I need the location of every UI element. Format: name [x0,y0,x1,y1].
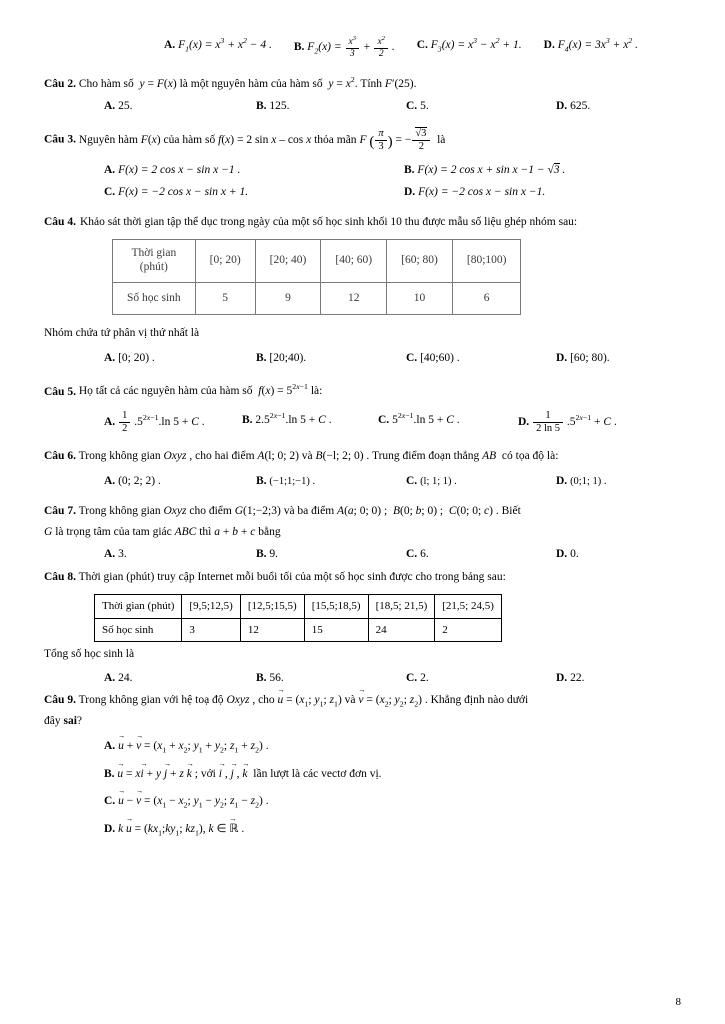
question-8-table [94,594,502,642]
q9-line2-bold: sai [63,714,77,727]
q5-option-c-label: C. [378,413,390,426]
q8-option-a-label: A. [104,671,116,684]
q6-option-a-label: A. [104,475,116,488]
q4-table-cell: [20; 40) [255,240,321,283]
q5-option-b-label: B. [242,413,253,426]
q7-option-d-label: D. [556,547,568,560]
q4-option-c-label: C. [406,352,418,365]
question-8-label: Câu 8. [44,571,76,584]
q6-option-c-text: (l; 1; 1) . [420,476,457,488]
q4-option-b-text: [20;40). [269,352,307,365]
q1-option-d [544,35,638,60]
q9-option-d [104,821,681,839]
q4-option-c [406,350,556,367]
q6-option-b-text: (−1;1;−1) . [269,476,316,488]
q4-table-cell: 10 [387,282,453,314]
q4-table-row1-header: Thời gian (phút) [113,240,196,283]
question-5 [44,382,681,401]
question-5-text: Họ tất cả các nguyên hàm của hàm số $f(x) = 5^{2x-1}$ là: [78,382,323,398]
q2-option-d-label: D. [556,100,568,113]
q8-table-cell: [12,5;15,5) [240,595,304,619]
q2-option-c-label: C. [406,100,418,113]
q5-option-a-label: A. [104,415,116,428]
q5-option-d: D. $\frac{1}{2 \ln 5}$ $.5^{2x-1} + C$ . [518,409,617,434]
question-7 [44,503,681,520]
q5-option-c [378,410,518,435]
q2-option-c [406,98,556,115]
q1-option-d-text: $F_4(x) = 3x^3 + x^2$ . [557,36,639,54]
q8-table-cell: [18,5; 21,5) [368,595,435,619]
q8-option-b [256,670,406,687]
q4-table-cell: 6 [452,282,521,314]
q8-option-a-text: 24. [118,671,133,684]
q6-option-d [556,473,607,490]
q9-option-b [104,766,681,783]
q2-option-d [556,98,590,115]
q4-option-a-text: [0; 20) . [118,352,155,365]
q3-option-a [104,162,404,179]
q3-option-c-text: F(x) = −2 cos x − sin x + 1. [118,185,249,198]
question-7-options [104,546,681,563]
table-row [113,282,521,314]
q3-option-b-text: F(x) = 2 cos x + sin x −1 − √3 . [417,163,566,176]
question-1-options [164,35,681,60]
q8-table-row1-header: Thời gian (phút) [95,595,182,619]
question-8-options [104,670,681,687]
question-4-text: Khảo sát thời gian tập thể dục trong ngày của một số học sinh khối 10 thu được mẫu số liệu ghép nhóm sau: [79,216,578,229]
question-9-text-line1: Trong không gian với hệ toạ độ Oxyz , cho u → = ($x_1$; $y_1$; $z_1$) và v → = ($x_2$; $y_2$; $z_2$) . Khẳng định nào dưới [79,694,529,706]
q8-option-b-text: 56. [269,671,284,684]
q4-option-b [256,350,406,367]
q7-option-c-label: C. [406,547,418,560]
q7-option-d-text: 0. [570,547,579,560]
question-4-followup: Nhóm chứa tứ phân vị thứ nhất là [44,327,200,340]
question-7-text-line1: Trong không gian Oxyz cho điểm G(1;−2;3) và ba điểm A(a; 0; 0) ; B(0; b; 0) ; C(0; 0; c) . Biết [78,505,521,518]
q2-option-b-text: 125. [269,100,290,113]
q2-option-a [104,98,256,115]
q8-table-cell: 3 [182,618,240,642]
q5-option-c-text: $5^{2x-1}.\ln$ 5 + C . [392,410,460,426]
q1-option-c-label: C. [416,38,428,51]
q8-table-cell: [15,5;18,5) [304,595,368,619]
q4-table-cell: 9 [255,282,321,314]
q1-option-b-label: B. [293,41,305,54]
q8-table-cell: [9,5;12,5) [182,595,240,619]
q5-option-b [242,410,378,435]
q8-table-row2-header: Số học sinh [95,618,182,642]
q8-table-cell: 15 [304,618,368,642]
q7-option-b [256,546,406,563]
q4-table-cell: [40; 60) [321,240,387,283]
question-8-text: Thời gian (phút) truy cập Internet mỗi buổi tối của một số học sinh được cho trong bảng sau: [78,571,506,584]
q8-option-c-text: 2. [420,671,429,684]
q6-option-d-text: (0;1; 1) . [570,476,607,488]
question-6-text: Trong không gian Oxyz , cho hai điểm A(l; 0; 2) và B(−l; 2; 0) . Trung điểm đoạn thẳng AB có tọa độ là: [78,449,559,462]
q4-table-cell: [60; 80) [387,240,453,283]
q5-option-d-text: $.5^{2x-1} + C$ . [566,413,617,428]
table-row [113,240,521,283]
q6-option-b-label: B. [256,475,267,488]
question-7-text-line2: G là trọng tâm của tam giác ABC thì a + b + c bằng [44,525,281,538]
q9-option-d-label: D. [104,823,116,836]
q9-option-a-label: A. [104,740,116,753]
q5-option-a-text: $.5^{2x-1}.\ln$ 5 + C . [134,413,205,428]
question-5-options [104,410,681,435]
question-3 [44,127,681,153]
q8-option-b-label: B. [256,671,267,684]
q6-option-c-label: C. [406,475,418,488]
q2-option-d-text: 625. [570,100,591,113]
question-3-label: Câu 3. [44,134,76,147]
q7-option-b-text: 9. [269,547,279,560]
question-6-label: Câu 6. [44,449,76,462]
q8-option-d-label: D. [556,671,568,684]
q9-option-b-label: B. [104,768,115,781]
q8-option-d-text: 22. [570,671,585,684]
q4-table-row2-header: Số học sinh [113,282,196,314]
q2-option-b-label: B. [256,100,267,113]
q3-option-d [404,184,545,201]
q4-table-cell: [80;100) [452,240,521,283]
q3-option-b-label: B. [404,163,415,176]
question-4-table [112,239,521,315]
q6-option-b [256,473,406,490]
q1-option-b-text: $F_2(x)$ = $\frac{x^3}{3}$ + $\frac{x^2}{2}$ . [307,35,395,60]
question-3-options-row2 [104,184,681,201]
q7-option-a-text: 3. [118,547,127,560]
q8-table-cell: 2 [435,618,502,642]
q9-option-c-text: u → − v → = ($x_1 - x_2$; $y_1 - y_2$; $z_1 - z_2$) . [118,795,269,807]
q1-option-a-text: $F_1(x) = x^3 + x^2 - 4$ . [178,36,272,54]
q9-line2-pre: đây [44,714,64,727]
q9-option-c [104,793,681,811]
question-9 [44,692,681,710]
q5-option-d-label: D. [518,415,530,428]
q1-option-a-label: A. [164,38,176,51]
q2-option-a-text: 25. [118,100,133,113]
q3-option-c-label: C. [104,185,116,198]
question-3-options-row1 [104,162,681,179]
question-6 [44,448,681,465]
table-row [95,595,502,619]
question-4 [44,214,681,231]
question-3-text: Nguyên hàm F(x) của hàm số f(x) = 2 sin x – cos x thỏa mãn F ( $\frac{\pi}{3}$ ) = − $\frac{√3}{2}$ là [78,127,446,153]
q7-option-a-label: A. [104,547,116,560]
q7-option-a [104,546,256,563]
q1-option-a [164,35,272,60]
question-2-text: Cho hàm số y = F(x) là một nguyên hàm của hàm số $y = x^2$. Tính F′(25). [78,75,417,90]
q4-option-a-label: A. [104,352,116,365]
q4-option-d [556,350,610,367]
q9-option-d-text: k u → = ($kx_1;ky_1$; $kz_1$), k ∈ ℝ → . [118,823,244,835]
q4-option-d-text: [60; 80). [570,352,610,365]
question-9-text-line2 [44,713,681,730]
q8-table-cell: 24 [368,618,435,642]
q3-option-a-label: A. [104,163,116,176]
q8-option-d [556,670,584,687]
question-8 [44,569,681,586]
q5-option-a: A. $\frac{1}{2}$ $.5^{2x-1}.\ln$ 5 + C . [104,409,205,434]
q6-option-c [406,473,556,490]
q4-table-cell: 12 [321,282,387,314]
q5-option-b-text: $2.5^{2x-1}.\ln$ 5 + C . [255,410,332,426]
q9-option-a-text: u → + v → = ($x_1 + x_2$; $y_1 + y_2$; $z_1 + z_2$) . [118,740,269,752]
q1-option-c-text: $F_3(x) = x^3 - x^2 + 1$. [430,36,522,54]
q8-table-cell: 12 [240,618,304,642]
q8-option-c [406,670,556,687]
q4-table-cell: [0; 20) [195,240,255,283]
q3-option-c [104,184,404,201]
q2-option-a-label: A. [104,100,116,113]
question-5-label: Câu 5. [44,385,76,398]
question-6-options [104,473,681,490]
q7-option-c [406,546,556,563]
q4-option-b-label: B. [256,352,267,365]
question-8-followup: Tổng số học sinh là [44,648,135,661]
question-2 [44,74,681,93]
q9-option-b-text: u → = xi → + y j → + z k → ; với i → , j → , k → lần lượt là các vectơ đơn vị. [117,768,381,780]
q4-option-c-text: [40;60) . [420,352,460,365]
q1-option-b [294,35,395,60]
table-row [95,618,502,642]
q8-option-c-label: C. [406,671,418,684]
q9-option-c-label: C. [104,795,116,808]
question-9-label: Câu 9. [44,693,76,706]
q6-option-a-text: (0; 2; 2) . [118,475,161,488]
question-4-options [104,350,681,367]
q1-option-d-label: D. [543,38,555,51]
q6-option-a [104,473,256,490]
q4-option-a [104,350,256,367]
question-2-options [104,98,681,115]
question-2-label: Câu 2. [44,77,76,90]
q3-option-b [404,162,565,179]
q4-table-cell: 5 [195,282,255,314]
q8-option-a [104,670,256,687]
q9-line2-post: ? [76,714,83,727]
page-number: 8 [675,995,681,1008]
question-7-label: Câu 7. [44,505,76,518]
q2-option-b [256,98,406,115]
q6-option-d-label: D. [556,475,568,488]
q7-option-b-label: B. [256,547,267,560]
q7-option-d [556,546,579,563]
q3-option-d-text: F(x) = −2 cos x − sin x −1. [418,185,546,198]
q2-option-c-text: 5. [420,100,429,113]
q7-option-c-text: 6. [420,547,429,560]
q3-option-a-text: F(x) = 2 cos x − sin x −1 . [118,163,241,176]
q9-option-a [104,738,681,756]
q4-option-d-label: D. [556,352,568,365]
q3-option-d-label: D. [404,185,416,198]
q1-option-c [417,35,522,60]
q8-table-cell: [21,5; 24,5) [435,595,502,619]
question-4-label: Câu 4. [44,216,76,229]
